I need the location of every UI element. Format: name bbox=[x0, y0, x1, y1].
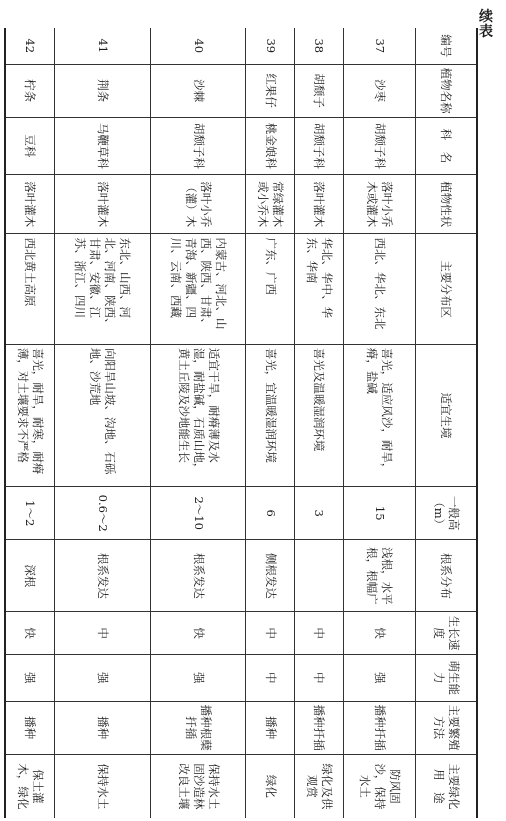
cell-root-system: 根系发达 bbox=[150, 540, 246, 612]
cell-family: 胡颓子科 bbox=[150, 117, 246, 174]
cell-height: 0.6～2 bbox=[54, 487, 150, 540]
column-header-habitat: 适宜生境 bbox=[416, 344, 478, 486]
cell-greening-use: 防风固沙，保持水土 bbox=[343, 754, 415, 818]
rotated-table-container bbox=[4, 28, 478, 818]
cell-family: 胡颓子科 bbox=[295, 117, 344, 174]
cell-height: 1～2 bbox=[5, 487, 54, 540]
cell-plant-name: 胡颓子 bbox=[295, 64, 344, 117]
column-header-growth-rate: 生长速度 bbox=[416, 612, 478, 654]
cell-propagation: 播种扦插 bbox=[343, 701, 415, 754]
cell-growth-rate: 快 bbox=[343, 612, 415, 654]
cell-sprouting: 强 bbox=[150, 654, 246, 701]
column-header-family: 科 名 bbox=[416, 117, 478, 174]
cell-distribution: 广东、广西 bbox=[246, 234, 295, 344]
table-body bbox=[5, 28, 416, 818]
cell-plant-name: 沙棘 bbox=[150, 64, 246, 117]
cell-id: 39 bbox=[246, 28, 295, 64]
table-row bbox=[343, 28, 415, 818]
table-row bbox=[54, 28, 150, 818]
cell-habitat: 向阳旱山坡、沟地、石砾地、沙荒地 bbox=[54, 344, 150, 486]
table-row bbox=[246, 28, 295, 818]
cell-greening-use: 绿化及供观赏 bbox=[295, 754, 344, 818]
cell-greening-use: 保持水土 bbox=[54, 754, 150, 818]
cell-family: 马鞭草科 bbox=[54, 117, 150, 174]
cell-growth-rate: 快 bbox=[150, 612, 246, 654]
cell-family: 胡颓子科 bbox=[343, 117, 415, 174]
cell-id: 40 bbox=[150, 28, 246, 64]
column-header-greening-use: 主要绿化用 途 bbox=[416, 754, 478, 818]
cell-plant-name: 柠条 bbox=[5, 64, 54, 117]
cell-distribution: 华北、华中、华东、华南 bbox=[295, 234, 344, 344]
column-header-growth-form: 植物性状 bbox=[416, 175, 478, 234]
cell-growth-rate: 中 bbox=[246, 612, 295, 654]
cell-growth-form: 常绿灌木或小乔木 bbox=[246, 175, 295, 234]
cell-sprouting: 强 bbox=[5, 654, 54, 701]
table-row bbox=[150, 28, 246, 818]
column-header-id: 编号 bbox=[416, 28, 478, 64]
cell-plant-name: 荆条 bbox=[54, 64, 150, 117]
cell-family: 桃金娘科 bbox=[246, 117, 295, 174]
cell-growth-rate: 中 bbox=[295, 612, 344, 654]
column-header-sprouting: 萌生能力 bbox=[416, 654, 478, 701]
cell-distribution: 内蒙古、河北、山西、陕西、甘肃、青海、新疆、四川、云南、西藏 bbox=[150, 234, 246, 344]
column-header-propagation: 主要繁殖方法 bbox=[416, 701, 478, 754]
table-header-row bbox=[416, 28, 478, 818]
cell-distribution: 西北、华北、东北 bbox=[343, 234, 415, 344]
cell-family: 豆科 bbox=[5, 117, 54, 174]
cell-propagation: 播种 bbox=[54, 701, 150, 754]
cell-id: 38 bbox=[295, 28, 344, 64]
table-row bbox=[295, 28, 344, 818]
cell-sprouting: 强 bbox=[54, 654, 150, 701]
cell-propagation: 播种扦插 bbox=[295, 701, 344, 754]
cell-growth-form: 落叶灌木 bbox=[5, 175, 54, 234]
cell-height: 3 bbox=[295, 487, 344, 540]
cell-propagation: 播种 bbox=[5, 701, 54, 754]
cell-habitat: 喜光，适应风沙，耐旱，瘠，盐碱 bbox=[343, 344, 415, 486]
cell-root-system bbox=[295, 540, 344, 612]
cell-growth-form: 落叶小乔（灌）木 bbox=[150, 175, 246, 234]
cell-height: 6 bbox=[246, 487, 295, 540]
cell-root-system: 浅根，水平根，根幅广 bbox=[343, 540, 415, 612]
cell-growth-form: 落叶灌木 bbox=[295, 175, 344, 234]
cell-id: 42 bbox=[5, 28, 54, 64]
cell-sprouting: 强 bbox=[343, 654, 415, 701]
cell-root-system: 侧根发达 bbox=[246, 540, 295, 612]
cell-growth-form: 落叶小乔木或灌木 bbox=[343, 175, 415, 234]
cell-growth-form: 落叶灌木 bbox=[54, 175, 150, 234]
cell-distribution: 东北、山西、河北、河南、陕西、甘肃、安徽、江苏、浙江、四川 bbox=[54, 234, 150, 344]
cell-root-system: 根系发达 bbox=[54, 540, 150, 612]
cell-sprouting: 中 bbox=[246, 654, 295, 701]
cell-habitat: 适宜干旱，耐瘠薄及水湿，耐盐碱，石质山地，黄土丘陵及沙地能生长 bbox=[150, 344, 246, 486]
cell-id: 41 bbox=[54, 28, 150, 64]
cell-habitat: 喜光，宜温暖湿润环境 bbox=[246, 344, 295, 486]
page-caption: 续表 bbox=[479, 9, 493, 40]
column-header-root-system: 根系分布 bbox=[416, 540, 478, 612]
cell-habitat: 喜光，耐旱，耐寒，耐瘠薄，对土壤要求不严格 bbox=[5, 344, 54, 486]
cell-greening-use: 保土灌木，绿化 bbox=[5, 754, 54, 818]
table-row bbox=[5, 28, 54, 818]
cell-height: 15 bbox=[343, 487, 415, 540]
cell-height: 2～10 bbox=[150, 487, 246, 540]
column-header-height: 一般高（m） bbox=[416, 487, 478, 540]
plant-species-table bbox=[4, 28, 478, 818]
cell-id: 37 bbox=[343, 28, 415, 64]
cell-propagation: 播种根蘖扦插 bbox=[150, 701, 246, 754]
cell-growth-rate: 中 bbox=[54, 612, 150, 654]
cell-greening-use: 绿化 bbox=[246, 754, 295, 818]
cell-plant-name: 沙枣 bbox=[343, 64, 415, 117]
column-header-distribution: 主要分布区 bbox=[416, 234, 478, 344]
cell-root-system: 深根 bbox=[5, 540, 54, 612]
column-header-plant-name: 植物名称 bbox=[416, 64, 478, 117]
cell-plant-name: 红果仔 bbox=[246, 64, 295, 117]
cell-growth-rate: 快 bbox=[5, 612, 54, 654]
cell-distribution: 西北黄土高原 bbox=[5, 234, 54, 344]
cell-sprouting: 中 bbox=[295, 654, 344, 701]
cell-habitat: 喜光及温暖湿润环境 bbox=[295, 344, 344, 486]
cell-greening-use: 保持水土固沙造林改良土壤 bbox=[150, 754, 246, 818]
cell-propagation: 播种 bbox=[246, 701, 295, 754]
